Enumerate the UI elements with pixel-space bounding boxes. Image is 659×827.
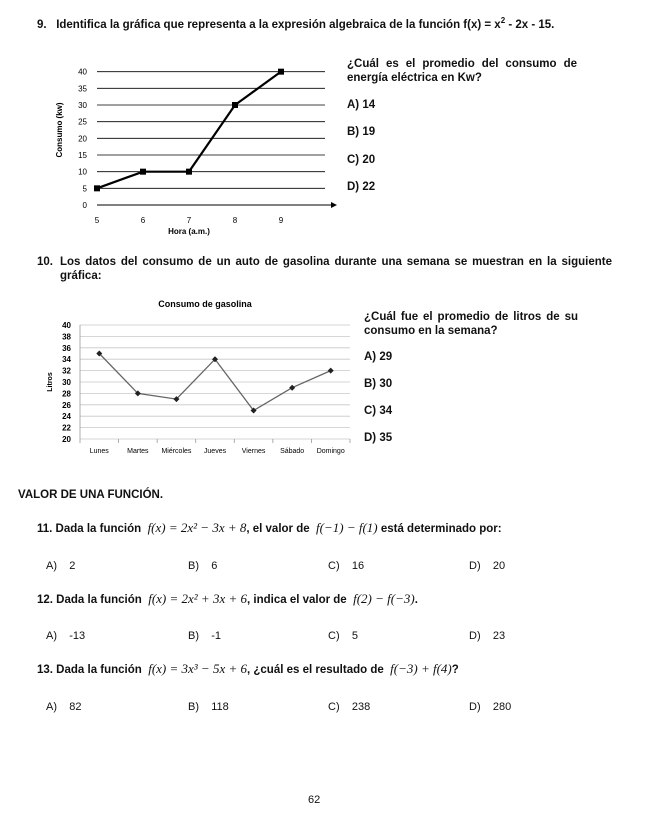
data-point	[232, 102, 238, 108]
x-tick-label: 5	[94, 216, 100, 225]
q11-answer-d: D) 20	[469, 560, 506, 572]
q13-label: 13. Dada la función	[37, 664, 142, 676]
q10-question: ¿Cuál fue el promedio de litros de su consumo en la semana?	[364, 311, 578, 337]
q10-option-a: A) 29	[364, 351, 393, 363]
q13-formula: f(x) = 3x³ − 5x + 6	[148, 661, 247, 676]
x-tick-label: 6	[140, 216, 146, 225]
x-tick-label: 8	[232, 216, 238, 225]
data-point	[278, 69, 284, 75]
q13-expr: f(−3) + f(4)	[390, 661, 452, 676]
y-tick-label: 32	[62, 366, 71, 376]
q11-label: 11. Dada la función	[37, 523, 142, 535]
q12-answer-b: B) -1	[188, 630, 222, 642]
q12-formula: f(x) = 2x² + 3x + 6	[148, 591, 247, 606]
y-tick-label: 30	[62, 378, 71, 387]
q13-answer-a: A) 82	[46, 701, 82, 713]
x-tick-label: Miércoles	[161, 448, 192, 455]
q11-answer-a: A) 2	[46, 560, 76, 572]
x-tick-label: 7	[186, 216, 192, 225]
q9-text-end: - 2x - 15.	[505, 18, 555, 31]
q13-statement	[37, 661, 459, 677]
data-point	[289, 385, 295, 391]
q12-answer-c: C) 5	[328, 630, 358, 642]
q9-option-a: A) 14	[347, 99, 376, 111]
q11-formula: f(x) = 2x² − 3x + 8	[147, 520, 247, 535]
q12-mid: , indica el valor de	[247, 594, 347, 606]
data-point	[140, 169, 146, 175]
section-title: VALOR DE UNA FUNCIÓN.	[18, 489, 164, 501]
q11-mid: , el valor de	[246, 523, 310, 535]
q12-statement	[37, 591, 418, 607]
y-tick-label: 34	[62, 355, 71, 365]
y-tick-label: 30	[78, 101, 87, 110]
q9-text: Identifica la gráfica que representa a la expresión algebraica de la función f(x) = x	[56, 18, 501, 31]
y-tick-label: 35	[78, 84, 87, 94]
data-point	[94, 185, 100, 191]
q13-answer-b: B) 118	[188, 701, 229, 713]
q10-statement	[37, 255, 612, 283]
chart-title: Consumo de gasolina	[158, 299, 252, 309]
q10-number: 10.	[37, 256, 53, 268]
q12-end: .	[414, 594, 418, 606]
q11-expr: f(−1) − f(1)	[316, 520, 378, 535]
data-point	[328, 368, 334, 374]
q9-question: ¿Cuál es el promedio del consumo de energía eléctrica en Kw?	[347, 58, 577, 84]
y-tick-label: 5	[82, 184, 87, 194]
y-tick-label: 25	[78, 117, 87, 127]
q10-text: Los datos del consumo de un auto de gasolina durante una semana se muestran en la siguiente gráfica:	[60, 256, 612, 282]
q13-answer-d: D) 280	[469, 701, 512, 713]
y-tick-label: 20	[78, 134, 87, 144]
x-tick-label: Jueves	[203, 448, 227, 455]
y-tick-label: 36	[62, 343, 71, 353]
chart-gasoline	[40, 292, 360, 462]
q10-option-b: B) 30	[364, 378, 393, 390]
x-tick-label: 9	[278, 216, 284, 225]
q9-sup: 2	[500, 16, 506, 25]
y-tick-label: 15	[78, 151, 87, 160]
y-tick-label: 20	[62, 435, 71, 444]
q9-statement	[37, 16, 637, 31]
y-tick-label: 22	[62, 423, 71, 433]
q13-end: ?	[451, 664, 459, 676]
q12-answer-a: A) -13	[46, 630, 86, 642]
x-axis-arrow	[331, 202, 337, 208]
y-tick-label: 38	[62, 332, 71, 342]
y-tick-label: 40	[62, 321, 71, 330]
y-tick-label: 10	[78, 167, 87, 177]
q12-expr: f(2) − f(−3)	[353, 591, 415, 606]
q12-label: 12. Dada la función	[37, 594, 142, 606]
x-tick-label: Sábado	[280, 448, 305, 455]
x-axis-label: Hora (a.m.)	[168, 227, 210, 236]
y-tick-label: 26	[62, 400, 71, 410]
y-tick-label: 0	[82, 201, 87, 210]
data-point	[186, 169, 192, 175]
q11-answer-b: B) 6	[188, 560, 218, 572]
x-tick-label: Viernes	[241, 448, 266, 455]
q9-option-d: D) 22	[347, 181, 376, 193]
q11-answer-c: C) 16	[328, 560, 365, 572]
q9-option-b: B) 19	[347, 126, 376, 138]
y-axis-label: Consumo (kw)	[55, 102, 64, 158]
q13-answer-c: C) 238	[328, 701, 371, 713]
q10-option-c: C) 34	[364, 405, 393, 417]
q13-mid: , ¿cuál es el resultado de	[247, 664, 384, 676]
y-tick-label: 24	[62, 412, 71, 422]
x-tick-label: Lunes	[89, 448, 109, 455]
y-axis-label: Litros	[47, 372, 54, 392]
q11-statement	[37, 520, 502, 536]
x-tick-label: Martes	[127, 448, 149, 455]
x-tick-label: Domingo	[316, 448, 345, 455]
q12-answer-d: D) 23	[469, 630, 506, 642]
y-tick-label: 40	[78, 67, 87, 77]
y-tick-label: 28	[62, 389, 71, 399]
page-number: 62	[308, 794, 321, 806]
q9-option-c: C) 20	[347, 154, 376, 166]
q10-option-d: D) 35	[364, 432, 393, 444]
chart-energy	[50, 50, 345, 240]
q11-end: está determinado por:	[380, 523, 502, 535]
q9-number: 9.	[37, 18, 47, 31]
